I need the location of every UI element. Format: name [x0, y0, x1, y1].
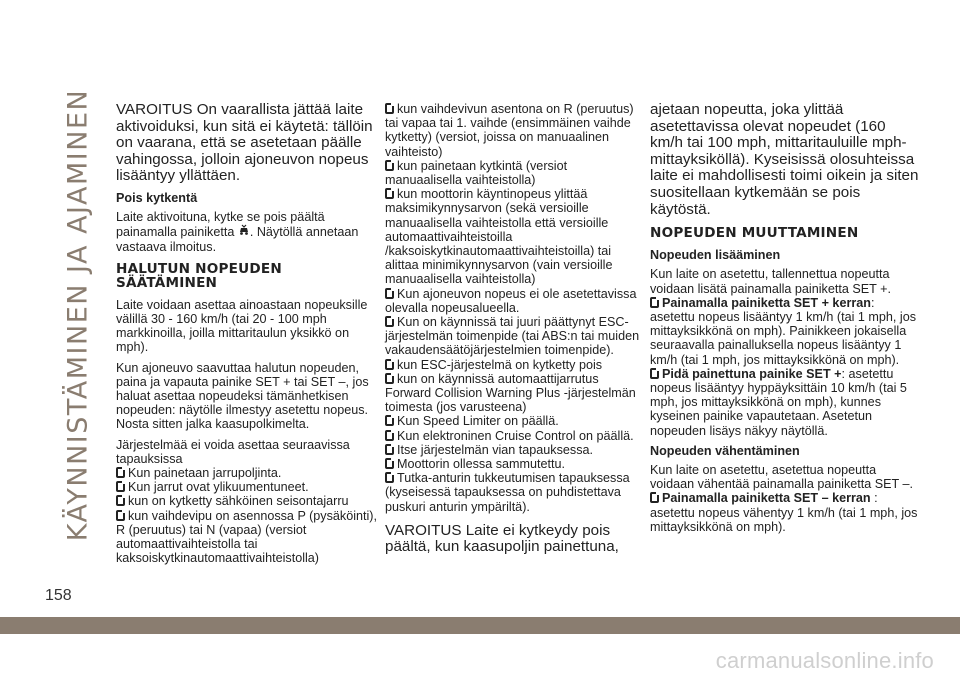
list-item: Kun on käynnissä tai juuri päättynyt ESC-järjestelmän toimenpide (tai ABS:n tai muiden vakaudensäätöjärjestelmien toimenpide). [385, 315, 640, 358]
checkbox-bullet-icon [385, 316, 394, 327]
list-item: Kun elektroninen Cruise Control on päällä. [385, 429, 643, 443]
list-item: Tutka-anturin tukkeutumisen tapauksessa (kyseisessä tapauksessa on puhdistettava puskuri anturin ympäriltä). [385, 471, 630, 514]
list-item: kun moottorin käyntinopeus ylittää maksimikynnysarvon (sekä versioille manuaalisella vaihteistolla että versioille automaattivaihteistoilla /kaksoiskytkinautomaattivaihteistoilla) tai alittaa minimikynnysarvon (vain versioille manuaalisella vaihteistolla) [385, 187, 613, 287]
column-2 [385, 102, 643, 562]
heading-pois-kytkenta: Pois kytkentä [116, 190, 198, 205]
pois-paragraph [116, 210, 378, 254]
pois-text-b: . Näytöllä annetaan vastaava ilmoitus. [116, 225, 359, 254]
list-item: Pidä painettuna painike SET +: asetettu nopeus lisääntyy hyppäyksittäin 10 km/h (tai 5 mph, jos mittayksikkönä on mph), kunnes kyseinen painike vapautetaan. Asetetun nopeuden lisäys näkyy näytöllä. [650, 366, 907, 438]
paragraph-increase: Kun laite on asetettu, tallennettua nopeutta voidaan lisätä painamalla painiketta SET +. [650, 267, 891, 296]
list-item: Kun jarrut ovat ylikuumentuneet. [116, 480, 378, 494]
warning-text: VAROITUS On vaarallista jättää laite aktivoiduksi, kun sitä ei käytetä: tällöin on vaarana, että se asetetaan päälle vahingossa, jolloin ajoneuvon nopeus lisääntyy yllättäen. [116, 101, 373, 185]
heading-nopeuden-muuttaminen: NOPEUDEN MUUTTAMINEN [650, 225, 859, 242]
checkbox-bullet-icon [385, 415, 394, 426]
checkbox-bullet-icon [116, 481, 125, 492]
warning-text-2: VAROITUS Laite ei kytkeydy pois päältä, kun kaasupoljin painettuna, [385, 521, 619, 556]
checkbox-bullet-icon [116, 467, 125, 478]
checkbox-bullet-icon [116, 510, 125, 521]
footer-band [0, 617, 960, 634]
checkbox-bullet-icon [385, 472, 394, 483]
checkbox-bullet-icon [650, 297, 659, 308]
checkbox-bullet-icon [385, 430, 394, 441]
list-item: kun vaihdevivun asentona on R (peruutus) tai vapaa tai 1. vaihde (ensimmäinen vaihde kytketty) (versiot, joissa on manuaalinen vaihteisto) [385, 102, 634, 159]
list-item: Kun ajoneuvon nopeus ei ole asetettavissa olevalla nopeusalueella. [385, 286, 637, 315]
list-item: Itse järjestelmän vian tapauksessa. [385, 443, 643, 457]
list-item: Painamalla painiketta SET – kerran : asetettu nopeus vähentyy 1 km/h (tai 1 mph, jos mittayksikkönä on mph). [650, 491, 918, 534]
list-item: Kun painetaan jarrupoljinta. [116, 466, 378, 480]
paragraph-speed-range: Laite voidaan asettaa ainoastaan nopeuksille välillä 30 - 160 km/h (tai 20 - 100 mph markkinoilla, joilla mittaritaulun yksikkö on mph). [116, 297, 368, 355]
list-item: kun on kytketty sähköinen seisontajarru [116, 494, 378, 508]
heading-nopeuden-vahentaminen: Nopeuden vähentäminen [650, 443, 800, 458]
cruise-control-icon [238, 224, 250, 238]
chapter-side-title-text: KÄYNNISTÄMINEN JA AJAMINEN [62, 88, 94, 542]
list-item: Kun Speed Limiter on päällä. [385, 414, 643, 428]
checkbox-bullet-icon [385, 103, 394, 114]
heading-nopeuden-lisaaminen: Nopeuden lisääminen [650, 248, 781, 263]
checkbox-bullet-icon [650, 492, 659, 503]
checkbox-bullet-icon [385, 288, 394, 299]
watermark: carmanualsonline.info [715, 648, 934, 673]
pois-text-a: Laite aktivoituna, kytke se pois päältä painamalla painiketta [116, 210, 325, 240]
list-item: Painamalla painiketta SET + kerran: asetettu nopeus lisääntyy 1 km/h (tai 1 mph, jos mittayksikkönä on mph). Painikkeen jokaisella seuraavalla painalluksella nopeus lisääntyy 1 km/h (tai 1 mph, jos mittayksikkönä on mph). [650, 295, 917, 367]
checkbox-bullet-icon [650, 368, 659, 379]
checkbox-bullet-icon [385, 458, 394, 469]
paragraph-cannot-set: Järjestelmää ei voida asettaa seuraavissa tapauksissa [116, 437, 350, 466]
checkbox-bullet-icon [385, 359, 394, 370]
checkbox-bullet-icon [385, 160, 394, 171]
column-1 [116, 102, 378, 565]
column-3 [650, 102, 922, 534]
list-item: kun ESC-järjestelmä on kytketty pois [385, 358, 643, 372]
heading-halutun-nopeuden-saataminen: HALUTUN NOPEUDEN SÄÄTÄMINEN [116, 260, 282, 291]
list-item: kun painetaan kytkintä (versiot manuaalisella vaihteistolla) [385, 158, 568, 188]
checkbox-bullet-icon [385, 373, 394, 384]
paragraph-set-speed: Kun ajoneuvo saavuttaa halutun nopeuden, paina ja vapauta painike SET + tai SET –, jos haluat asettaa nopeudeksi tämänhetkisen nopeuden: näytölle ilmestyy asetettu nopeus. Nosta sitten jalka kaasupolkimelta. [116, 360, 369, 432]
checkbox-bullet-icon [385, 444, 394, 455]
paragraph-decrease: Kun laite on asetettu, asetettua nopeutta voidaan vähentää painamalla painiketta SET –. [650, 463, 914, 492]
checkbox-bullet-icon [116, 495, 125, 506]
list-item: Moottorin ollessa sammutettu. [385, 457, 643, 471]
list-item: kun vaihdevipu on asennossa P (pysäköinti), R (peruutus) tai N (vapaa) (versiot automaattivaihteistolla tai kaksoiskytkinautomaattivaihteistolla) [116, 508, 377, 566]
page-number: 158 [45, 587, 72, 604]
warning-continued: ajetaan nopeutta, joka ylittää asetettavissa olevat nopeudet (160 km/h tai 100 mph, mittaritauluille mph-mittayksiköllä). Kyseisissä olosuhteissa laite ei mahdollisesti toimi oikein ja siten suositellaan kytkemään se pois käytöstä. [650, 101, 919, 218]
chapter-side-title [58, 90, 98, 540]
checkbox-bullet-icon [385, 188, 394, 199]
list-item: kun on käynnissä automaattijarrutus Forward Collision Warning Plus -järjestelmän toimesta (jos varusteena) [385, 371, 636, 415]
